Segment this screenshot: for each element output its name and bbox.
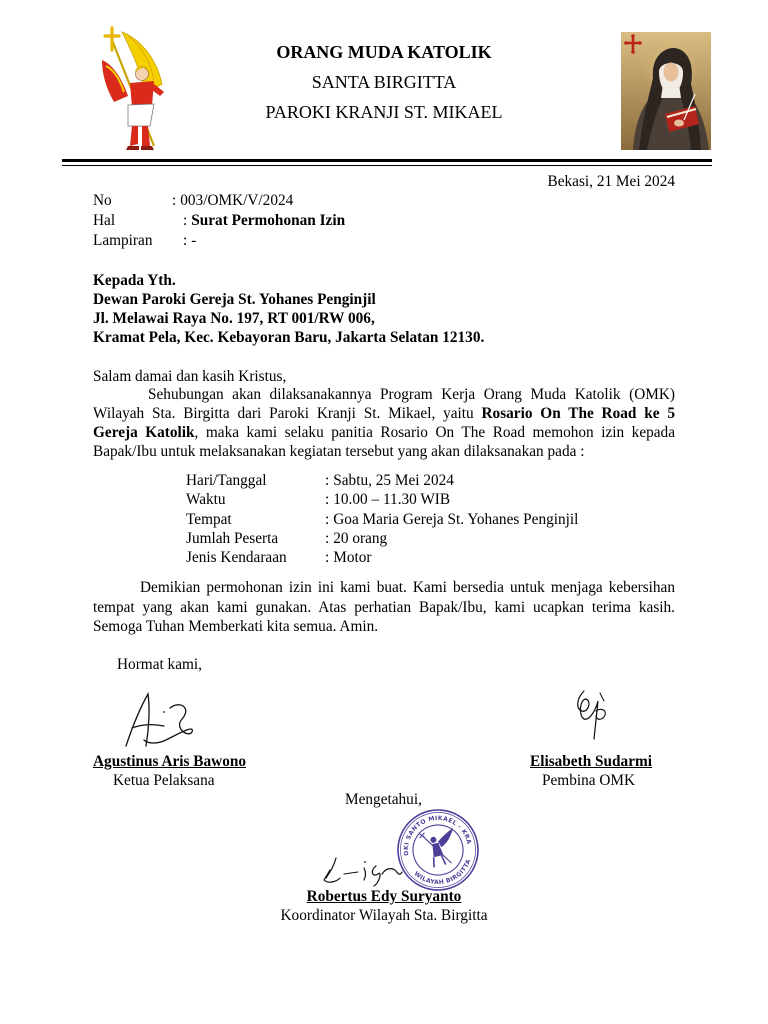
paragraph-line: tempat yang akan kami gunakan. Atas perhatian Bapak/Ibu, kami ucapkan terima kasih. [93,598,675,616]
closing-phrase: Hormat kami, [117,656,202,673]
paragraph-line: Demikian permohonan izin ini kami buat. Kami bersedia untuk menjaga kebersihan [140,579,675,596]
meta-separator: : [172,192,177,209]
meta-separator: : [183,212,188,229]
letter-subject: Surat Permohonan Izin [191,212,346,229]
unit-name: SANTA BIRGITTA [311,72,457,92]
detail-value: 20 orang [333,529,388,547]
recipient-line: Kramat Pela, Kec. Kebayoran Baru, Jakarta Selatan 12130. [93,329,485,346]
recipient-line: Jl. Melawai Raya No. 197, RT 001/RW 006, [93,310,375,327]
body-paragraph-1 [93,385,675,461]
recipient-greeting: Kepada Yth. [93,272,176,289]
detail-value: Motor [333,549,372,567]
paragraph-text: Wilayah Sta. Birgitta dari Paroki Kranji St. Mikael, yaitu [93,405,482,422]
detail-row-time [186,490,578,509]
meta-row-number [93,191,345,211]
place-date: Bekasi, 21 Mei 2024 [547,173,675,190]
detail-row-participants [186,529,578,548]
detail-row-vehicle [186,548,578,567]
acknowledged-label: Mengetahui, [345,791,422,808]
signature-coordinator [316,850,406,890]
detail-label: Tempat [186,510,232,528]
organization-name: ORANG MUDA KATOLIK [276,42,492,62]
stamp-top-text: PAROKI SANTO MIKAEL - KRANJI [383,813,473,857]
letter-meta [93,191,345,251]
header-rule-thick [62,159,712,162]
letter-number: 003/OMK/V/2024 [180,192,294,209]
stamp-bottom-text: WILAYAH BIRGITTA [412,858,473,887]
paragraph-line: Semoga Tuhan Memberkati kita semua. Amin. [93,618,379,635]
detail-separator: : [325,510,330,528]
coordinator-name: Robertus Edy Suryanto [306,888,462,905]
letter-attachment: - [191,232,197,249]
coordinator-role: Koordinator Wilayah Sta. Birgitta [280,907,488,924]
signature-left [118,688,198,752]
meta-label: Hal [93,212,116,229]
saint-birgitta-portrait [621,32,711,150]
signature-right [570,685,612,743]
meta-label: No [93,192,112,209]
detail-separator: : [325,491,330,509]
meta-label: Lampiran [93,232,153,249]
paragraph-line [93,404,675,423]
detail-value: 10.00 – 11.30 WIB [333,491,451,509]
event-name-bold: Rosario On The Road ke 5 [481,405,675,422]
meta-separator: : [183,232,188,249]
paragraph-text: Bapak/Ibu untuk melaksanakan kegiatan tersebut yang akan dilaksanakan pada : [93,443,585,460]
detail-value: Goa Maria Gereja St. Yohanes Penginjil [333,510,579,528]
paragraph-text: Sehubungan akan dilaksanakannya Program Kerja Orang Muda Katolik (OMK) [148,386,675,403]
detail-row-place [186,510,578,529]
detail-separator: : [325,472,330,489]
detail-separator: : [325,549,330,567]
event-details [186,471,578,567]
meta-row-attachment [93,231,345,251]
recipient-line: Dewan Paroki Gereja St. Yohanes Penginjil [93,291,376,308]
body-paragraph-2 [93,578,675,637]
detail-separator: : [325,529,330,547]
recipient-block [93,271,675,347]
detail-value: Sabtu, 25 Mei 2024 [333,472,454,489]
paragraph-line [93,442,675,461]
parish-stamp [383,808,480,892]
header-rule-thin [62,165,712,166]
parish-name: PAROKI KRANJI ST. MIKAEL [265,102,503,122]
signatory-right-name: Elisabeth Sudarmi [530,753,652,770]
paragraph-text: , maka kami selaku panitia Rosario On The Road memohon izin kepada [194,424,675,441]
detail-label: Jenis Kendaraan [186,549,287,567]
detail-row-date [186,471,578,490]
detail-label: Waktu [186,491,226,509]
detail-label: Jumlah Peserta [186,529,279,547]
signatory-right-role: Pembina OMK [542,772,636,789]
paragraph-line [93,385,675,404]
salutation: Salam damai dan kasih Kristus, [93,368,287,385]
signatory-left-role: Ketua Pelaksana [113,772,215,789]
event-name-bold: Gereja Katolik [93,424,195,441]
meta-row-subject [93,211,345,231]
paragraph-line [93,423,675,442]
signatory-left-name: Agustinus Aris Bawono [93,753,247,770]
detail-label: Hari/Tanggal [186,472,267,489]
